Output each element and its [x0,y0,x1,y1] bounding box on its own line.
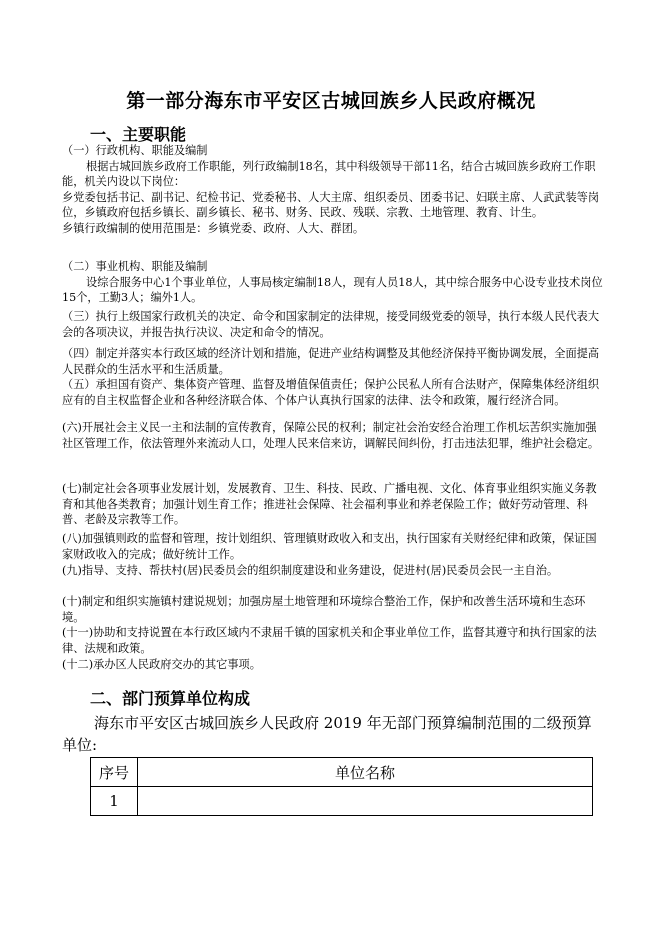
header-unit-name: 单位名称 [138,758,593,787]
budget-unit-table [90,757,593,816]
header-serial-number: 序号 [91,758,138,787]
row-unit-name [138,787,593,816]
page-title: 第一部分海东市平安区古城回族乡人民政府概况 [126,90,536,112]
function-item-8: (八)加强镇则政的监督和管理，按计划组织、管理镇财政收入和支出，执行国家有关财经纪律和政策，保证国家财政收入的完成；做好统计工作。 [62,532,597,561]
row-serial-number: 1 [91,787,138,816]
function-item-10: (十)制定和组织实施镇村建说规划；加强房屋土地管理和环境综合整治工作，保护和改善生活环境和生态环境。 [62,595,586,624]
function-item-9: (九)指导、支持、帮扶村(居)民委员会的组织制度建设和业务建设，促进村(居)民委员会民一主自治。 [62,564,559,577]
function-item-12: (十二)承办区人民政府交办的其它事项。 [62,658,261,671]
part1-paragraph-3: 乡镇行政编制的使用范围是：乡镇党委、政府、人大、群团。 [62,221,365,235]
part2-heading: （二）事业机构、职能及编制 [62,260,208,273]
section-heading-budget-units: 二、部门预算单位构成 [90,689,251,708]
budget-units-intro: 海东市平安区古城回族乡人民政府 2019 年无部门预算编制范围的二级预算单位: [62,714,592,754]
part1-block [62,143,604,236]
part1-heading: （一）行政机构、职能及编制 [62,144,208,157]
function-item-3: （三）执行上级国家行政机关的决定、命令和国家制定的法律规，接受同级党委的领导，执行本级人民代表大会的各项决议，并报告执行决议、决定和命令的情况。 [62,310,600,339]
part1-paragraph-1: 根据古城回族乡政府工作职能，列行政编制18名，其中科级领导干部11名，结合古城回族乡政府工作职能，机关内设以下岗位： [62,159,596,188]
table-header-row [91,758,593,787]
function-item-7: (七)制定社会各项事业发展计划，发展教育、卫生、科技、民政、广播电视、文化、体育事业组织实施义务教育和其他各类教育；加强计划生育工作；推进社会保障、社会福利事业和养老保险工作；做好劳动管理、科普、老龄及宗教等工作。 [62,482,597,526]
part2-block [62,259,604,306]
function-item-6: (六)开展社会主义民一主和法制的宣传教育，保障公民的权利；制定社会治安经合治理工作机坛苦织实施加强社区管理工作，依法管理外来流动人口，处理人民来信来访，调解民间纠份，打击违法犯罪，维护社会稳定。 [62,421,600,450]
part2-paragraph-1: 设综合服务中心1个事业单位，人事局核定编制18人，现有人员18人，其中综合服务中心设专业技术岗位15个，工勤3人；编外1人。 [62,275,603,304]
table-row [91,787,593,816]
function-item-11: (十一)协助和支持说置在本行政区域内不隶届千镇的国家机关和企事业单位工作，监督其遵守和执行国家的法律、法规和政策。 [62,626,597,655]
function-item-4: （四）制定并落实本行政区域的经济计划和措施，促进产业结构调整及其他经济保持平衡协调发展，全面提高人民群众的生活水平和生活质量。 [62,347,600,376]
section-heading-main-functions: 一、主要职能 [90,125,187,144]
part1-paragraph-2: 乡党委包括书记、副书记、纪检书记、党委秘书、人大主席、组织委员、团委书记、妇联主席、人武武装等岗位，乡镇政府包括乡镇长、副乡镇长、秘书、财务、民政、残联、宗教、土地管理、教育、计生。 [62,190,600,219]
function-item-5: （五）承担国有资产、集体资产管理、监督及增值保值责任；保护公民私人所有合法财产，保障集体经济组织应有的自主权监督企业和各种经济联合体、个体户认真执行国家的法律、法令和政策，履行经济合同。 [62,378,600,407]
